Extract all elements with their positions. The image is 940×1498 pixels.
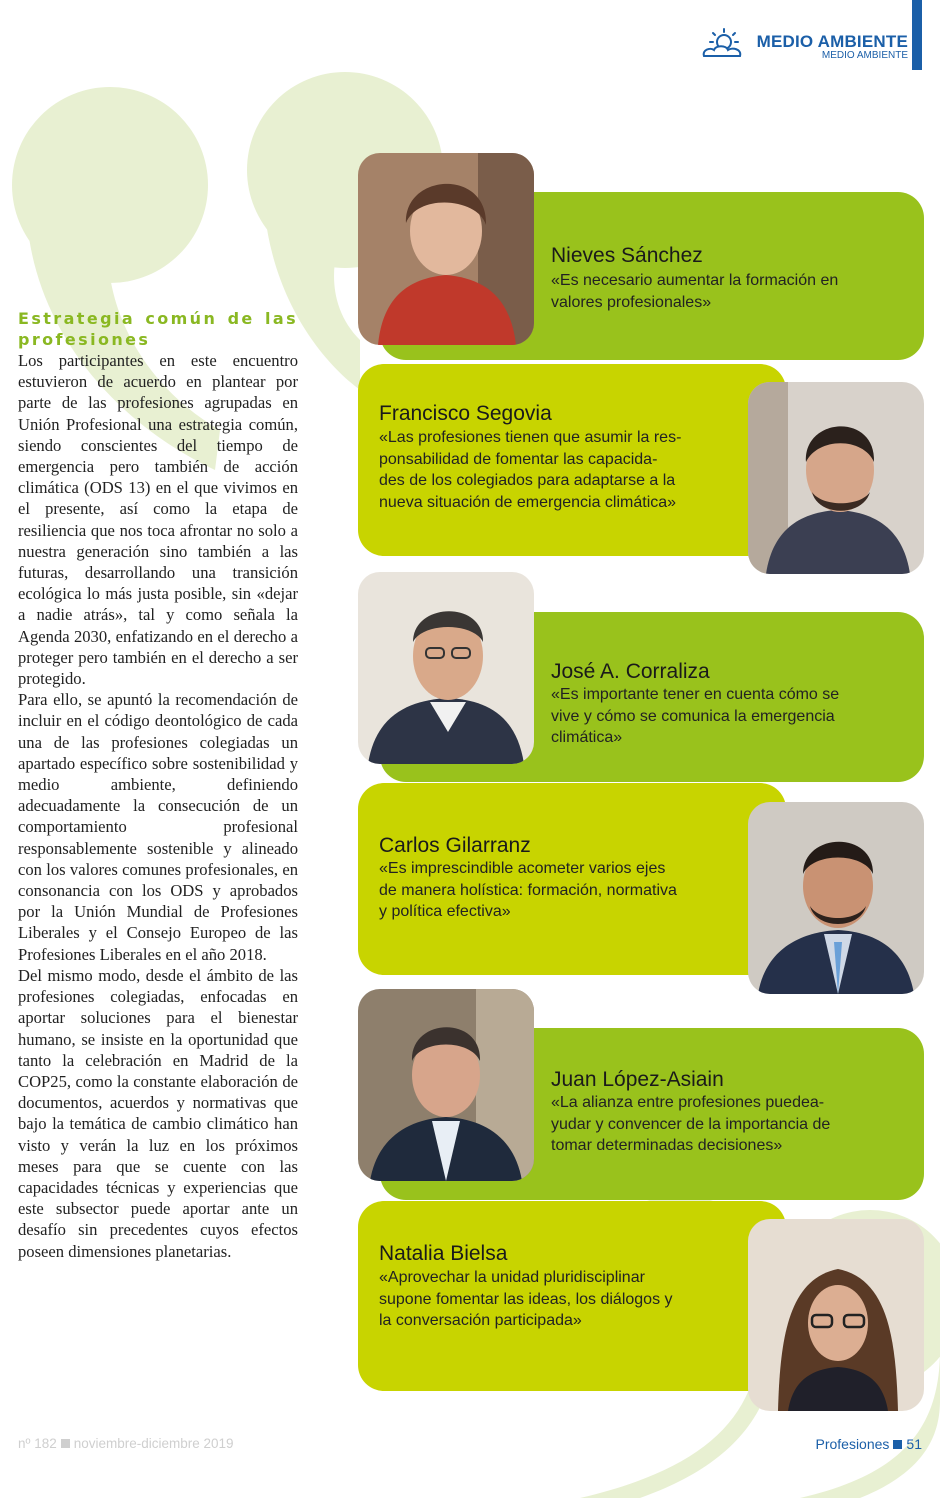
section-title: MEDIO AMBIENTE	[756, 32, 908, 51]
issue-info	[18, 1436, 234, 1451]
speaker-photo	[748, 382, 924, 574]
page-info	[815, 1436, 922, 1452]
speaker-name: José A. Corraliza	[551, 660, 710, 683]
speaker-photo	[748, 802, 924, 994]
article-paragraph: Los participantes en este encuentro estuvieron de acuerdo en plantear por parte de las profesiones agrupadas en Unión Profesional una estrategia común, siendo conscientes del tiempo de emergencia pero también de acción climática (ODS 13) en el que vivimos en el presente, así como la etapa de resiliencia que nos toca afrontar no solo a nuestra generación sino también a las futuras, desarrollando una transición ecológica lo más justa posible, sin «dejar a nadie atrás», tal y como señala la Agenda 2030, enfatizando en el derecho a proteger pero también en el derecho a ser protegido.	[18, 351, 298, 689]
header-accent-bar	[912, 0, 922, 70]
portrait-image	[748, 1219, 924, 1411]
speaker-name: Carlos Gilarranz	[379, 834, 531, 857]
article-body	[18, 308, 298, 1262]
speaker-photo	[358, 989, 534, 1181]
speaker-quote: «Las profesiones tienen que asumir la res- ponsabilidad de fomentar las capacida- des de los colegiados para adaptarse a la nueva situación de emergencia climática»	[379, 429, 682, 511]
cloud-sun-icon	[698, 26, 750, 62]
speaker-photo	[358, 153, 534, 345]
portrait-image	[358, 153, 534, 345]
speaker-name: Francisco Segovia	[379, 402, 552, 425]
speaker-photo	[358, 572, 534, 764]
square-bullet-icon	[893, 1440, 902, 1449]
speaker-name: Nieves Sánchez	[551, 244, 703, 267]
speaker-quote: «Es importante tener en cuenta cómo se vive y cómo se comunica la emergencia climática»	[551, 686, 840, 746]
speaker-quote: «La alianza entre profesiones puedea- yudar y convencer de la importancia de tomar determinadas decisiones»	[551, 1094, 831, 1154]
speaker-name: Juan López-Asiain	[551, 1068, 724, 1091]
publication-name: Profesiones	[815, 1436, 890, 1452]
portrait-image	[358, 989, 534, 1181]
issue-date: noviembre-diciembre 2019	[73, 1436, 234, 1451]
speaker-quote: «Es imprescindible acometer varios ejes de manera holística: formación, normativa y política efectiva»	[379, 860, 677, 920]
speaker-name: Natalia Bielsa	[379, 1242, 508, 1265]
page-header	[0, 0, 940, 70]
portrait-image	[748, 382, 924, 574]
section-subtitle: MEDIO AMBIENTE	[821, 50, 908, 61]
article-heading: Estrategia común de las profesiones	[18, 309, 298, 349]
speaker-quote: «Es necesario aumentar la formación en valores profesionales»	[551, 272, 839, 311]
page-number: 51	[906, 1436, 922, 1452]
portrait-image	[748, 802, 924, 994]
article-paragraph: Para ello, se apuntó la recomendación de incluir en el código deontológico de cada una de las profesiones colegiadas un apartado específico sobre sostenibilidad y medio ambiente, definiendo adecuadamente la consecución de un comportamiento profesional responsablemente sostenible y alineado con los valores comunes profesionales, en consonancia con los ODS y aprobados por la Unión Mundial de Profesiones Liberales y el Consejo Europeo de las Profesiones Liberales en el año 2018.	[18, 690, 298, 964]
square-bullet-icon	[61, 1439, 70, 1448]
speaker-photo	[748, 1219, 924, 1411]
article-paragraph: Del mismo modo, desde el ámbito de las profesiones colegiadas, enfocadas en aportar soluciones para el bienestar humano, se insiste en la oportunidad que tanto la celebración en Madrid de la COP25, como la constante elaboración de documentos, acuerdos y normativas que bajo la temática de cambio climático han visto y verán la luz en los próximos meses para que se cuente con las capacidades técnicas y experiencias que este subsector puede aportar ante un desafío sin precedentes cuyos efectos poseen dimensiones planetarias.	[18, 965, 298, 1261]
portrait-image	[358, 572, 534, 764]
issue-number: nº 182	[18, 1436, 57, 1451]
speaker-quote: «Aprovechar la unidad pluridisciplinar supone fomentar las ideas, los diálogos y la conversación participada»	[379, 1269, 673, 1329]
